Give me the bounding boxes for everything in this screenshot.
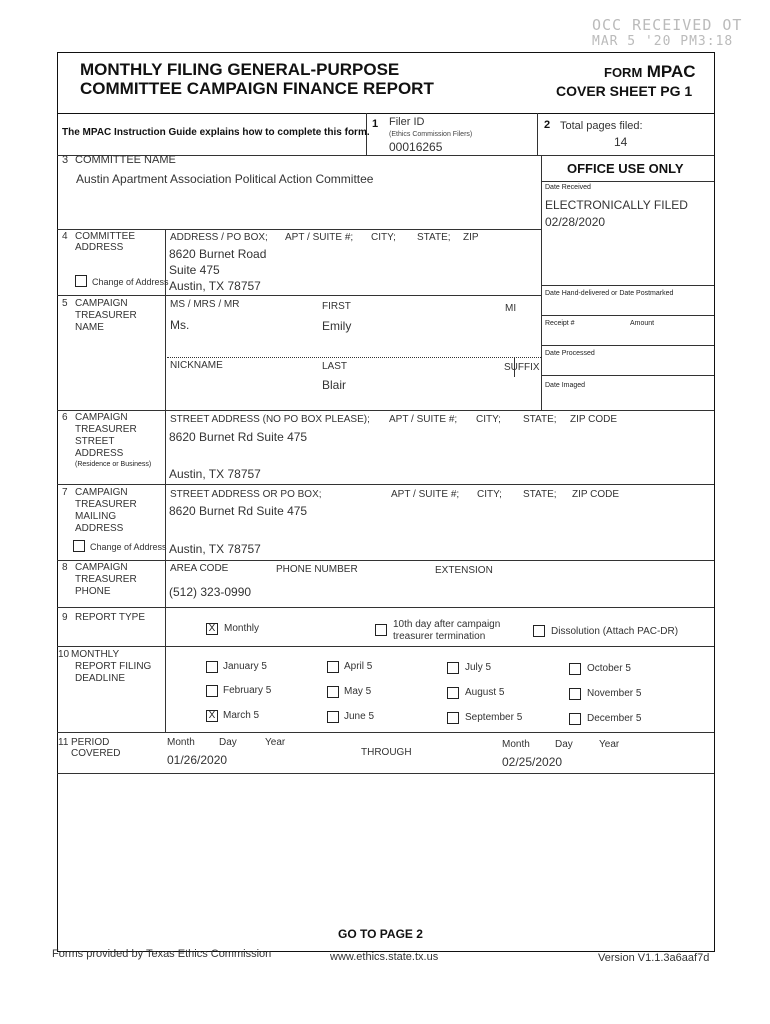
version-label: Version V1.1.3a6aaf7d — [598, 952, 710, 964]
date-received-label: Date Received — [545, 184, 591, 191]
report-type-num: 9 — [62, 612, 68, 623]
report-type-tenth-day-line-1: 10th day after campaign — [393, 619, 501, 630]
treasurer-hdr-nickname: NICKNAME — [170, 360, 223, 371]
treasurer-mailing-hdr-zip: ZIP CODE — [572, 489, 620, 500]
committee-address-hdr-zip: ZIP — [463, 232, 479, 243]
forms-provided-by: Forms provided by Texas Ethics Commission — [52, 948, 272, 960]
treasurer-street-label-5: (Residence or Business) — [75, 461, 152, 468]
stamp-line-2: MAR 5 '20 PM3:18 — [592, 34, 734, 49]
treasurer-mailing-label-2: TREASURER — [75, 499, 137, 510]
office-use-title: OFFICE USE ONLY — [567, 161, 684, 176]
deadline-num: 10 — [58, 649, 70, 660]
committee-address-line-3: Austin, TX 78757 — [169, 279, 261, 293]
treasurer-hdr-first: FIRST — [322, 301, 351, 312]
treasurer-name-label-1: CAMPAIGN — [75, 298, 128, 309]
period-label-1: PERIOD — [71, 737, 110, 748]
treasurer-hdr-prefix: MS / MRS / MR — [170, 299, 240, 310]
committee-name-num: 3 — [62, 154, 69, 166]
treasurer-name-label-2: TREASURER — [75, 310, 137, 321]
rule-report-type — [57, 607, 714, 608]
treasurer-phone-value: (512) 323-0990 — [169, 585, 252, 599]
treasurer-last-value: Blair — [322, 378, 347, 392]
deadline-label-2: REPORT FILING — [75, 661, 152, 672]
period-to-hdr-day: Day — [555, 739, 573, 750]
deadline-option-label: July 5 — [465, 662, 492, 673]
treasurer-street-hdr-city: CITY; — [476, 414, 501, 425]
treasurer-street-hdr-zip: ZIP CODE — [570, 414, 618, 425]
deadline-label-3: DEADLINE — [75, 673, 126, 684]
treasurer-street-label-4: ADDRESS — [75, 448, 124, 459]
treasurer-first-value: Emily — [322, 319, 352, 333]
rule-office-processed — [541, 345, 714, 346]
treasurer-phone-label-3: PHONE — [75, 586, 111, 597]
rule-office-handdelivered — [541, 285, 714, 286]
treasurer-phone-hdr-area: AREA CODE — [170, 563, 229, 574]
treasurer-mailing-hdr-city: CITY; — [477, 489, 502, 500]
instruction-text: The MPAC Instruction Guide explains how to complete this form. — [62, 127, 370, 138]
deadline-option-label: December 5 — [587, 713, 642, 724]
report-type-label: REPORT TYPE — [75, 612, 146, 623]
treasurer-prefix-value: Ms. — [170, 318, 190, 332]
form-title-line-1: MONTHLY FILING GENERAL-PURPOSE — [80, 60, 400, 79]
treasurer-hdr-last: LAST — [322, 361, 348, 372]
treasurer-street-label-2: TREASURER — [75, 424, 137, 435]
period-to-hdr-year: Year — [599, 739, 620, 750]
treasurer-mailing-label-1: CAMPAIGN — [75, 487, 128, 498]
treasurer-street-label-1: CAMPAIGN — [75, 412, 128, 423]
treasurer-phone-hdr-phone: PHONE NUMBER — [276, 564, 358, 575]
deadline-option-label: August 5 — [465, 687, 505, 698]
report-type-monthly-label: Monthly — [224, 623, 260, 634]
rule-street — [57, 410, 714, 411]
treasurer-phone-label-1: CAMPAIGN — [75, 562, 128, 573]
rule-mailing — [57, 484, 714, 485]
rule-treasurer-name — [57, 295, 541, 296]
period-from-value: 01/26/2020 — [167, 753, 228, 767]
treasurer-mailing-label-3: MAILING — [75, 511, 117, 522]
deadline-checkbox[interactable] — [206, 685, 218, 697]
deadline-checkbox[interactable] — [447, 662, 459, 674]
committee-address-hdr-city: CITY; — [371, 232, 396, 243]
total-pages-label: Total pages filed: — [560, 120, 643, 132]
report-type-monthly-checkbox[interactable]: X — [206, 623, 218, 635]
treasurer-mailing-hdr-address: STREET ADDRESS OR PO BOX; — [170, 489, 322, 500]
committee-address-change-checkbox[interactable] — [75, 275, 87, 287]
date-received-value-1: ELECTRONICALLY FILED — [545, 198, 688, 212]
rule-office-imaged — [541, 375, 714, 376]
deadline-checkbox[interactable] — [569, 713, 581, 725]
deadline-label-1: MONTHLY — [71, 649, 120, 660]
hand-delivered-label: Date Hand-delivered or Date Postmarked — [545, 290, 674, 297]
receipt-label: Receipt # — [545, 320, 575, 327]
rule-period-bottom — [57, 773, 714, 774]
rule-period — [57, 732, 714, 733]
deadline-checkbox[interactable] — [447, 687, 459, 699]
treasurer-mailing-line-1: 8620 Burnet Rd Suite 475 — [169, 504, 308, 518]
rule-office-receipt — [541, 315, 714, 316]
committee-address-change-label: Change of Address — [92, 277, 169, 287]
period-from-hdr-month: Month — [167, 737, 195, 748]
period-from-hdr-year: Year — [265, 737, 286, 748]
period-through: THROUGH — [361, 747, 412, 758]
treasurer-mailing-hdr-apt: APT / SUITE #; — [391, 489, 460, 500]
deadline-checkbox[interactable] — [327, 711, 339, 723]
committee-address-label-2: ADDRESS — [75, 242, 124, 253]
committee-address-line-2: Suite 475 — [169, 263, 220, 277]
rule-phone — [57, 560, 714, 561]
rule-deadline — [57, 646, 714, 647]
deadline-option-label: March 5 — [223, 710, 260, 721]
deadline-option-label: May 5 — [344, 686, 372, 697]
stamp-line-1: OCC RECEIVED OT — [592, 16, 743, 34]
date-received-value-2: 02/28/2020 — [545, 215, 606, 229]
committee-address-hdr-state: STATE; — [417, 232, 451, 243]
period-from-hdr-day: Day — [219, 737, 237, 748]
treasurer-street-num: 6 — [62, 412, 68, 423]
period-to-value: 02/25/2020 — [502, 755, 563, 769]
form-frame — [57, 52, 715, 952]
rule-office-received — [541, 181, 714, 182]
treasurer-hdr-suffix: SUFFIX — [504, 362, 540, 373]
treasurer-mailing-label-4: ADDRESS — [75, 523, 124, 534]
committee-address-label-1: COMMITTEE — [75, 231, 135, 242]
filer-id-label: Filer ID — [389, 116, 425, 128]
deadline-checkbox[interactable] — [327, 661, 339, 673]
treasurer-hdr-mi: MI — [505, 303, 517, 314]
committee-address-hdr-apt: APT / SUITE #; — [285, 232, 354, 243]
rule-header — [57, 113, 714, 114]
amount-label: Amount — [630, 320, 655, 327]
treasurer-street-line-2: Austin, TX 78757 — [169, 467, 261, 481]
treasurer-street-hdr-address: STREET ADDRESS (NO PO BOX PLEASE); — [170, 414, 370, 425]
treasurer-phone-num: 8 — [62, 562, 68, 573]
deadline-option-label: September 5 — [465, 712, 523, 723]
treasurer-phone-hdr-ext: EXTENSION — [435, 565, 493, 576]
deadline-checkbox[interactable] — [447, 712, 459, 724]
committee-address-line-1: 8620 Burnet Road — [169, 247, 267, 261]
cover-sheet-label: COVER SHEET PG 1 — [556, 83, 693, 99]
filer-id-num: 1 — [372, 118, 379, 130]
report-type-dissolution-checkbox[interactable] — [533, 625, 545, 637]
treasurer-street-label-3: STREET — [75, 436, 115, 447]
treasurer-name-num: 5 — [62, 298, 68, 309]
report-type-tenth-day-checkbox[interactable] — [375, 624, 387, 636]
form-title-line-2: COMMITTEE CAMPAIGN FINANCE REPORT — [80, 79, 434, 98]
total-pages-num: 2 — [544, 119, 551, 131]
deadline-checkbox[interactable] — [327, 686, 339, 698]
deadline-option-label: January 5 — [223, 661, 267, 672]
treasurer-street-hdr-apt: APT / SUITE #; — [389, 414, 458, 425]
report-type-tenth-day-line-2: treasurer termination — [393, 631, 486, 642]
deadline-checkbox[interactable]: X — [206, 710, 218, 722]
period-to-hdr-month: Month — [502, 739, 530, 750]
deadline-option-label: June 5 — [344, 711, 375, 722]
filer-id-sublabel: (Ethics Commission Filers) — [389, 131, 473, 138]
processed-label: Date Processed — [545, 350, 595, 357]
rule-v-office — [541, 155, 542, 410]
form-code: MPAC — [646, 62, 696, 81]
treasurer-name-label-3: NAME — [75, 322, 104, 333]
received-stamp — [592, 16, 742, 49]
deadline-option-label: October 5 — [587, 663, 631, 674]
go-to-page-2: GO TO PAGE 2 — [338, 927, 423, 941]
treasurer-mailing-hdr-state: STATE; — [523, 489, 557, 500]
deadline-option-label: November 5 — [587, 688, 642, 699]
form-code-label — [604, 62, 696, 82]
treasurer-phone-label-2: TREASURER — [75, 574, 137, 585]
committee-name-value: Austin Apartment Association Political Action Committee — [76, 172, 374, 186]
committee-name-label: COMMITTEE NAME — [75, 154, 176, 166]
filer-id-value: 00016265 — [389, 140, 443, 154]
deadline-option-label: February 5 — [223, 685, 272, 696]
imaged-label: Date Imaged — [545, 382, 586, 389]
committee-address-hdr-address: ADDRESS / PO BOX; — [170, 232, 268, 243]
treasurer-street-line-1: 8620 Burnet Rd Suite 475 — [169, 430, 308, 444]
rule-v-filer-right — [537, 113, 538, 155]
treasurer-mailing-change-label: Change of Address — [90, 542, 167, 552]
rule-committee-address — [57, 229, 541, 230]
ethics-url[interactable]: www.ethics.state.tx.us — [330, 951, 439, 963]
deadline-checkbox[interactable] — [569, 663, 581, 675]
form-word: FORM — [604, 65, 643, 80]
report-type-dissolution-label: Dissolution (Attach PAC-DR) — [551, 626, 679, 637]
rule-v-labels — [165, 229, 166, 732]
total-pages-value: 14 — [614, 135, 628, 149]
treasurer-mailing-line-2: Austin, TX 78757 — [169, 542, 261, 556]
deadline-checkbox[interactable] — [569, 688, 581, 700]
rule-nickname — [167, 357, 541, 358]
period-label-2: COVERED — [71, 748, 121, 759]
deadline-checkbox[interactable] — [206, 661, 218, 673]
deadline-option-label: April 5 — [344, 661, 373, 672]
treasurer-mailing-num: 7 — [62, 487, 68, 498]
treasurer-mailing-change-checkbox[interactable] — [73, 540, 85, 552]
period-num: 11 — [58, 737, 69, 748]
committee-address-num: 4 — [62, 231, 68, 242]
treasurer-street-hdr-state: STATE; — [523, 414, 557, 425]
